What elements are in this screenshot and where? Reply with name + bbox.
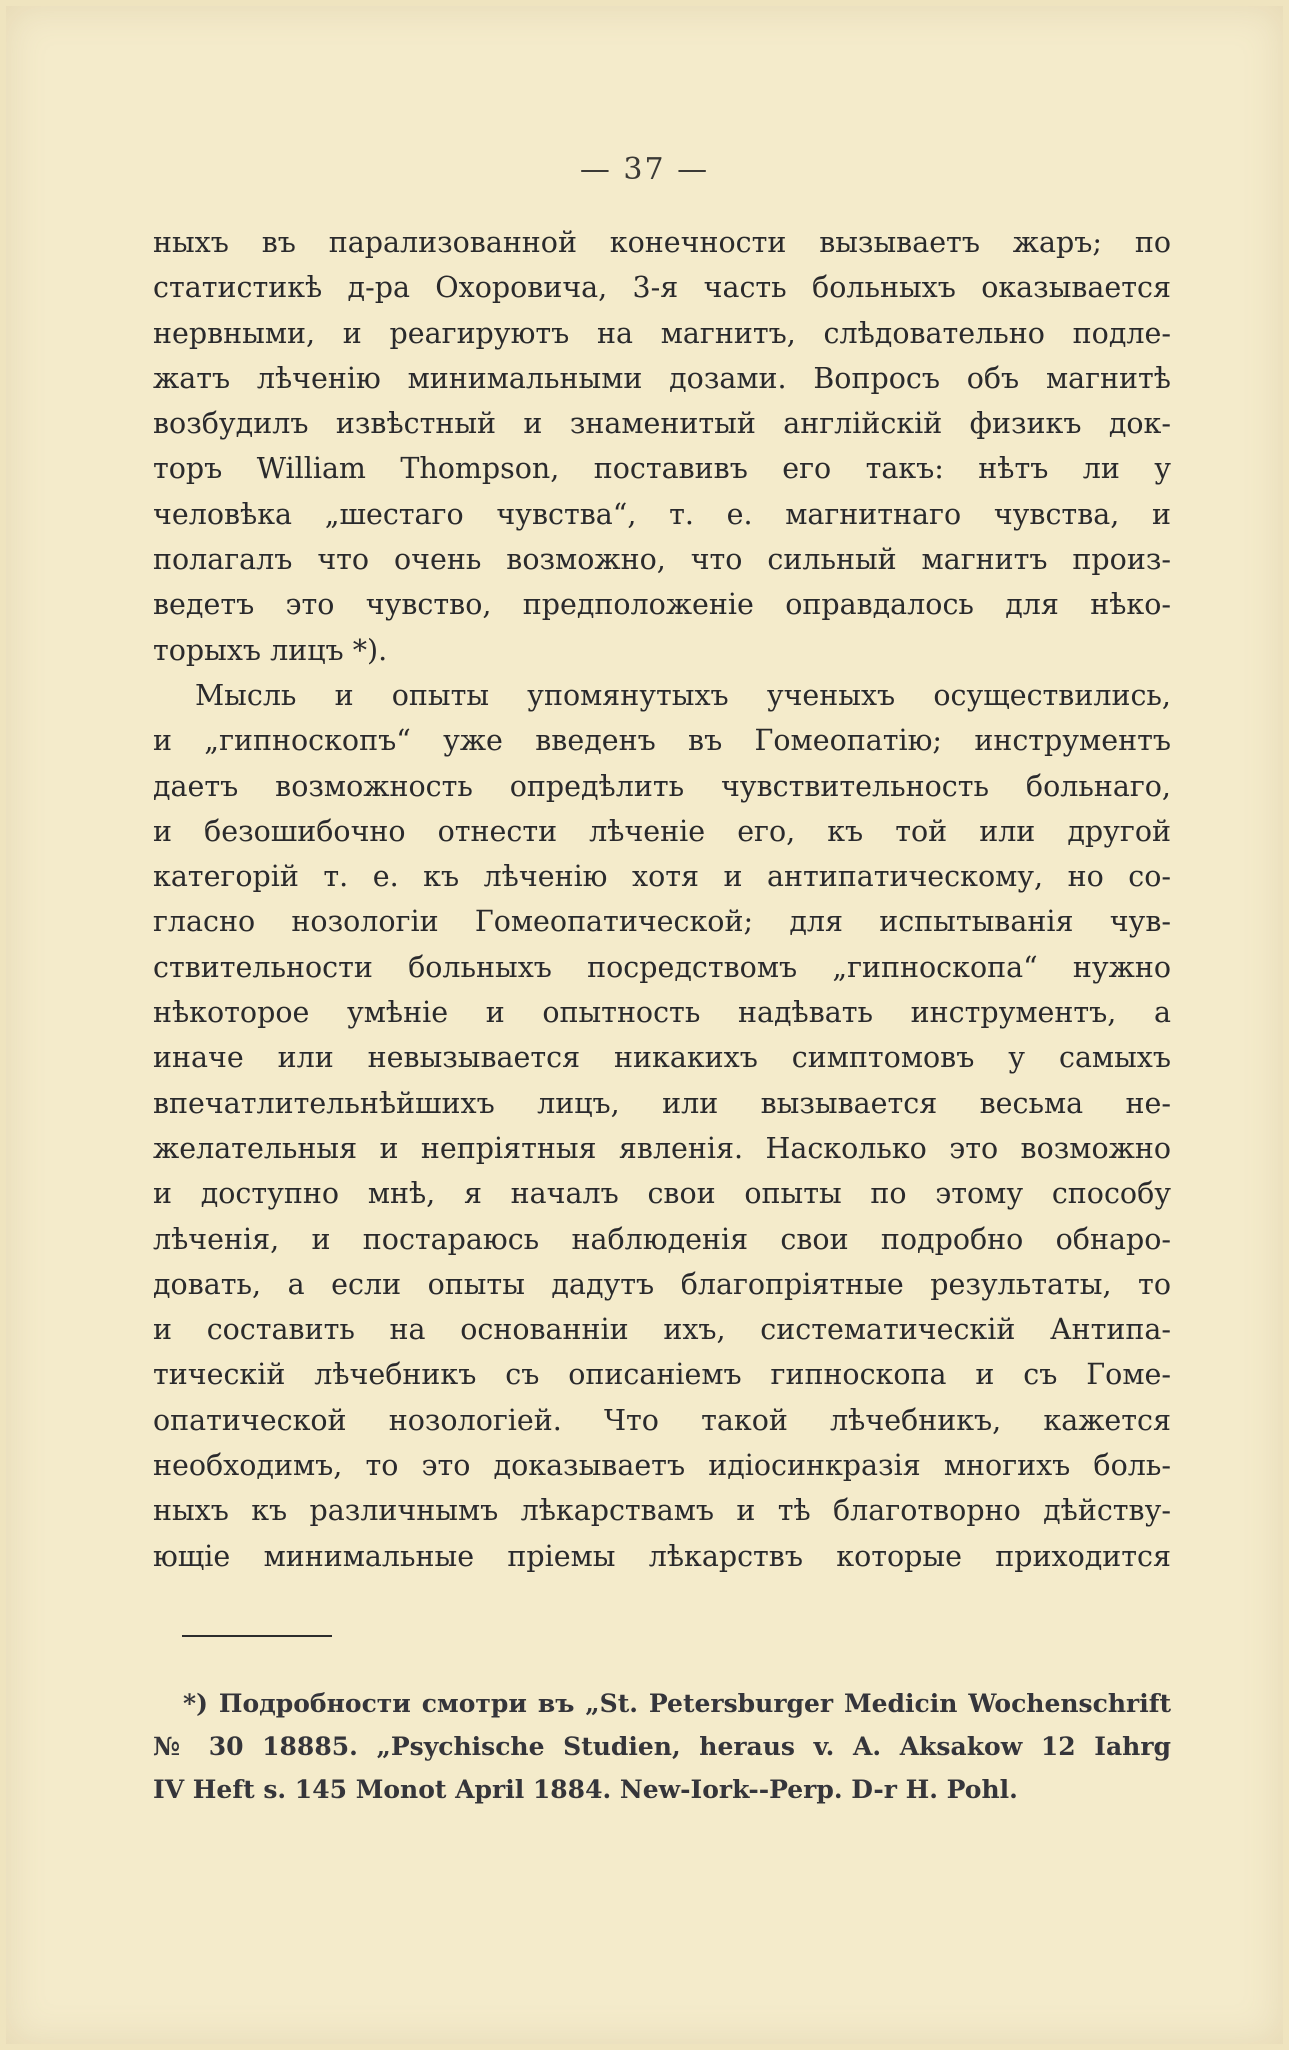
main-text <box>153 220 1171 1579</box>
footnote-line: IV Heft s. 145 Monot April 1884. New-Iork--Perp. D-r H. Pohl. <box>153 1775 1018 1804</box>
text-line: даетъ возможность опредѣлить чувствительность больнаго, <box>153 769 1171 803</box>
text-line: Мысль и опыты упомянутыхъ ученыхъ осуществились, <box>195 678 1171 712</box>
text-line: полагалъ что очень возможно, что сильный магнитъ произ- <box>153 543 1171 577</box>
text-line: довать, а если опыты дадутъ благопріятные результаты, то <box>153 1267 1171 1301</box>
text-line: нервными, и реагируютъ на магнитъ, слѣдовательно подле- <box>153 316 1171 350</box>
footnote-divider <box>182 1635 332 1637</box>
text-line: категорій т. е. къ лѣченію хотя и антипатическому, но со- <box>153 860 1171 894</box>
text-line: опатической нозологіей. Что такой лѣчебникъ, кажется <box>153 1403 1171 1437</box>
text-line: необходимъ, то это доказываетъ идіосинкразія многихъ боль- <box>153 1449 1171 1483</box>
page-number: — 37 — <box>579 152 710 187</box>
text-line: торыхъ лицъ *). <box>153 633 388 667</box>
text-line: гласно нозологіи Гомеопатической; для испытыванія чув- <box>153 905 1171 939</box>
text-line: торъ William Thompson, поставивъ его такъ: нѣтъ ли у <box>153 452 1171 486</box>
footnote-line: *) Подробности смотри въ „St. Petersburger Medicin Wochenschrift <box>183 1689 1171 1718</box>
footnote <box>153 1682 1171 1811</box>
text-line: ныхъ въ парализованной конечности вызываетъ жаръ; по <box>153 226 1171 259</box>
text-line: жатъ лѣченію минимальными дозами. Вопросъ объ магнитѣ <box>153 361 1171 395</box>
text-line: ведетъ это чувство, предположеніе оправдалось для нѣко- <box>153 588 1171 622</box>
text-line: возбудилъ извѣстный и знаменитый англійскій физикъ док- <box>153 407 1171 441</box>
text-line: нѣкоторое умѣніе и опытность надѣвать инструментъ, а <box>153 996 1171 1030</box>
text-line: ныхъ къ различнымъ лѣкарствамъ и тѣ благотворно дѣйству- <box>153 1494 1171 1528</box>
footnote-line: № 30 18885. „Psychische Studien, heraus v. A. Aksakow 12 Iahrg <box>153 1732 1171 1761</box>
text-line: тическій лѣчебникъ съ описаніемъ гипноскопа и съ Гоме- <box>153 1358 1171 1392</box>
text-line: и безошибочно отнести лѣченіе его, къ той или другой <box>153 814 1171 848</box>
book-page <box>6 6 1283 2044</box>
text-line: и доступно мнѣ, я началъ свои опыты по этому способу <box>153 1177 1171 1211</box>
text-line: и „гипноскопъ“ уже введенъ въ Гомеопатію; инструментъ <box>153 724 1171 758</box>
text-line: иначе или невызывается никакихъ симптомовъ у самыхъ <box>153 1041 1171 1075</box>
text-line: лѣченія, и постараюсь наблюденія свои подробно обнаро- <box>153 1222 1171 1256</box>
text-line: и составить на основанніи ихъ, систематическій Антипа- <box>153 1313 1171 1347</box>
text-line: человѣка „шестаго чувства“, т. е. магнитнаго чувства, и <box>153 497 1171 531</box>
text-line: ствительности больныхъ посредствомъ „гипноскопа“ нужно <box>153 950 1171 984</box>
text-line: ющіе минимальные пріемы лѣкарствъ которые приходится <box>153 1539 1171 1573</box>
text-line: статистикѣ д-ра Охоровича, 3-я часть больныхъ оказывается <box>153 271 1171 305</box>
text-line: впечатлительнѣйшихъ лицъ, или вызывается весьма не- <box>153 1086 1171 1120</box>
text-line: желательныя и непріятныя явленія. Насколько это возможно <box>153 1131 1171 1165</box>
